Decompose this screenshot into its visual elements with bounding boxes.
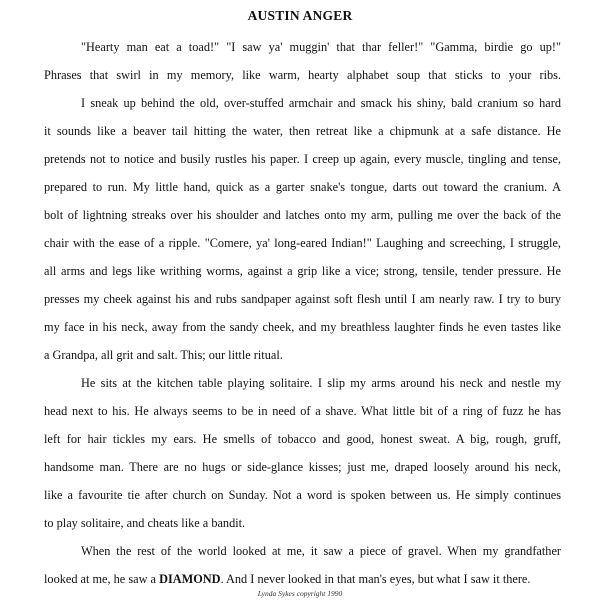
text-line-4: it sounds like a beaver tail hitting the water, then retreat like a chipmunk at a safe distance. He xyxy=(44,124,561,138)
text-line-18: to play solitaire, and cheats like a bandit. xyxy=(44,516,246,530)
text-line-11: my face in his neck, away from the sandy cheek, and my breathless laughter finds he even tastes like xyxy=(44,320,561,334)
text-line-1: "Hearty man eat a toad!" "I saw ya' muggin' that thar feller!" "Gamma, birdie go up!" xyxy=(81,40,561,54)
text-line-15: left for hair tickles my ears. He smells of tobacco and good, honest sweat. A big, rough, gruff, xyxy=(44,432,561,446)
text-line-20 xyxy=(44,572,530,586)
document-title: AUSTIN ANGER xyxy=(247,8,353,23)
text-line-8: chair with the ease of a ripple. "Comere, ya' long-eared Indian!" Laughing and screeching, I struggle, xyxy=(44,236,561,250)
text-line-12: a Grandpa, all grit and salt. This; our little ritual. xyxy=(44,348,283,362)
text-line-19: When the rest of the world looked at me, it saw a piece of gravel. When my grandfather xyxy=(81,544,561,558)
text-line-17: like a favourite tie after church on Sunday. Not a word is spoken between us. He simply continues xyxy=(44,488,561,502)
text-line-10: presses my cheek against his and rubs sandpaper against soft flesh until I am nearly raw. I try to bury xyxy=(44,292,561,306)
text-line-16: handsome man. There are no hugs or side-glance kisses; just me, draped loosely around his neck, xyxy=(44,460,561,474)
copyright-signature: Lynda Sykes copyright 1990 xyxy=(257,589,343,598)
text-line-2: Phrases that swirl in my memory, like warm, hearty alphabet soup that sticks to your ribs. xyxy=(44,68,561,82)
text-line-6: prepared to run. My little hand, quick as a garter snake's tongue, darts out toward the cranium. A xyxy=(44,180,561,194)
diamond-word: DIAMOND xyxy=(159,572,221,586)
text-line-7: bolt of lightning streaks over his shoulder and latches onto my arm, pulling me over the back of the xyxy=(44,208,561,222)
text-line-3: I sneak up behind the old, over-stuffed armchair and smack his shiny, bald cranium so hard xyxy=(81,96,561,110)
text-line-5: pretends not to notice and busily rustles his paper. I creep up again, every muscle, tingling and tense, xyxy=(44,152,561,166)
text-line-9: all arms and legs like writhing worms, against a grip like a vice; strong, tensile, tender pressure. He xyxy=(44,264,561,278)
text-line-20-start: looked at me, he saw a xyxy=(44,572,160,586)
text-line-14: head next to his. He always seems to be in need of a shave. What little bit of a ring of fuzz he has xyxy=(44,404,561,418)
text-line-13: He sits at the kitchen table playing solitaire. I slip my arms around his neck and nestle my xyxy=(81,376,561,390)
text-line-20-end: . And I never looked in that man's eyes, but what I saw it there. xyxy=(220,572,531,586)
